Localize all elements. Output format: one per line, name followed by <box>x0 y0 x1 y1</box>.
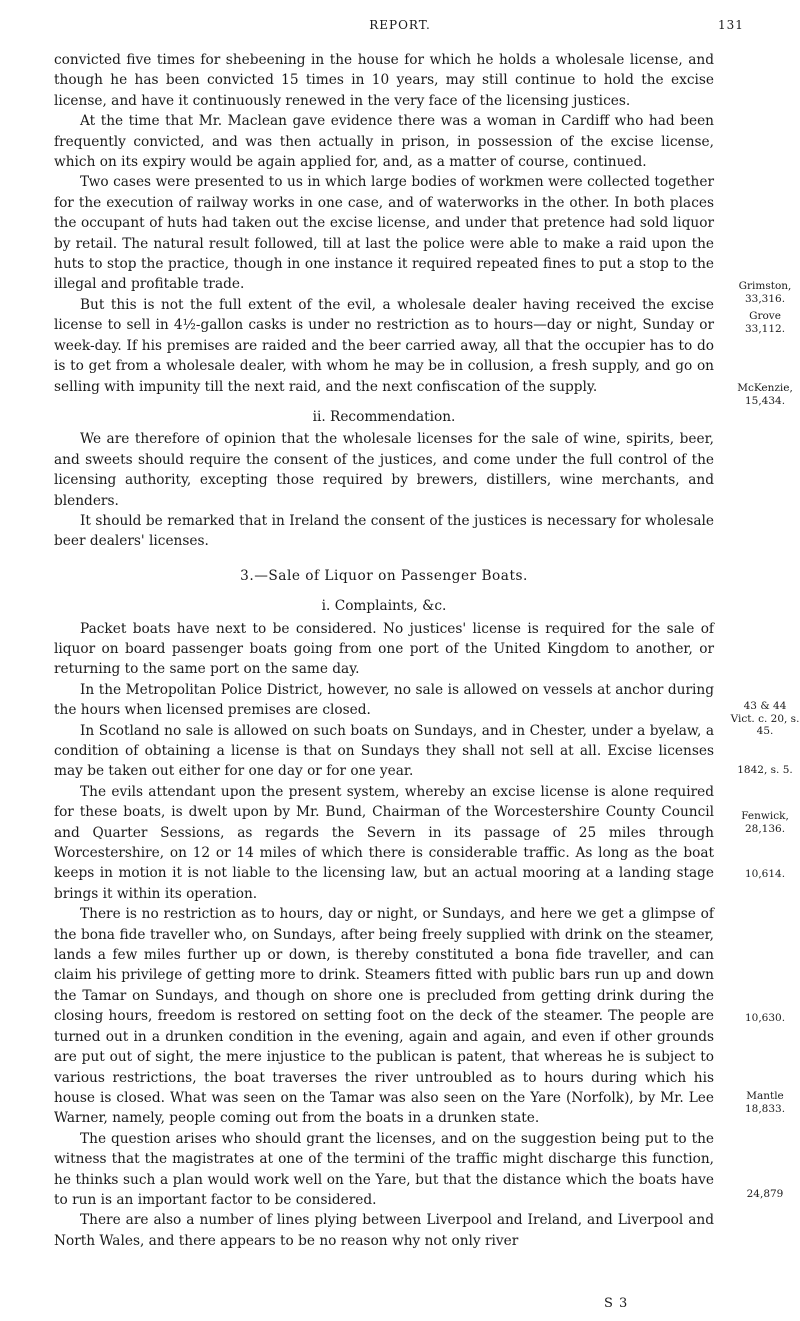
margin-note: 10,630. <box>744 1012 786 1024</box>
paragraph: Packet boats have next to be considered. No justices' license is required for the sale of liquor on board passenger boats going from one port of the United Kingdom to another, or returning to the same port on the same day. <box>54 620 714 678</box>
margin-note: 24,879 <box>746 1188 784 1200</box>
paragraph: We are therefore of opinion that the wholesale licenses for the sale of wine, spirits, beer, and sweets should require the consent of the justices, and come under the full control of the licensing authority, excepting those required by brewers, distillers, wine merchants, and blenders. <box>54 431 714 509</box>
paragraph: It should be remarked that in Ireland the consent of the justices is necessary for wholesale beer dealers' licenses. <box>54 512 714 550</box>
margin-note: McKenzie, 15,434. <box>737 382 793 407</box>
paragraph: There are also a number of lines plying between Liverpool and Ireland, and Liverpool and North Wales, and there appears to be no reason why not only river <box>54 1212 714 1249</box>
paragraph: In Scotland no sale is allowed on such boats on Sundays, and in Chester, under a byelaw, a condition of obtaining a license is that on Sundays they shall not sell at all. Excise licenses may be taken out either for one day or for one year. <box>54 722 714 780</box>
signature-mark: S 3 <box>604 1296 629 1311</box>
margin-note: Grove 33,112. <box>744 310 786 335</box>
section-heading-recommendation: ii. Recommendation. <box>312 408 456 425</box>
margin-note: Fenwick, 28,136. <box>741 810 789 835</box>
section-heading-complaints: i. Complaints, &c. <box>321 598 447 615</box>
paragraph: convicted five times for shebeening in the house for which he holds a wholesale license, and though he has been convicted 15 times in 10 years, may still continue to hold the excise license, and have it continuously renewed in the very face of the licensing justices. <box>54 52 714 109</box>
margin-note: 1842, s. 5. <box>737 764 793 776</box>
margin-note: Mantle 18,833. <box>744 1090 786 1115</box>
paragraph: In the Metropolitan Police District, however, no sale is allowed on vessels at anchor during the hours when licensed premises are closed. <box>54 681 714 719</box>
margin-note: 43 & 44 Vict. c. 20, s. 45. <box>730 700 800 737</box>
report-body <box>54 50 714 1251</box>
section-heading-passenger-boats: 3.—Sale of Liquor on Passenger Boats. <box>240 567 528 584</box>
running-title: REPORT. <box>369 18 431 32</box>
page-number: 131 <box>718 18 744 32</box>
margin-note: Grimston, 33,316. <box>738 280 792 305</box>
paragraph: But this is not the full extent of the evil, a wholesale dealer having received the excise license to sell in 4½-gallon casks is under no restriction as to hours—day or night, Sunday or week-day. If his premises are raided and the beer carried away, all that the occupier has to do is to get from a wholesale dealer, with whom he may be in collusion, a fresh supply, and go on selling with impunity till the next raid, and the next confiscation of the supply. <box>54 296 714 395</box>
paragraph: The evils attendant upon the present system, whereby an excise license is alone required for these boats, is dwelt upon by Mr. Bund, Chairman of the Worcestershire County Council and Quarter Sessions, as regards the Severn in its passage of 25 miles through Worcestershire, on 12 or 14 miles of which there is considerable traffic. As long as the boat keeps in motion it is not liable to the licensing law, but an actual mooring at a landing stage brings it within its operation. <box>54 783 714 902</box>
paragraph: At the time that Mr. Maclean gave evidence there was a woman in Cardiff who had been frequently convicted, and was then actually in prison, in possession of the excise license, which on its expiry would be again applied for, and, as a matter of course, continued. <box>54 113 714 171</box>
paragraph: There is no restriction as to hours, day or night, or Sundays, and here we get a glimpse of the bona fide traveller who, on Sundays, after being freely supplied with drink on the steamer, lands a few miles further up or down, is thereby constituted a bona fide traveller, and can claim his privilege of getting more to drink. Steamers fitted with public bars run up and down the Tamar on Sundays, and though on shore one is precluded from getting drink during the closing hours, freedom is restored on setting foot on the deck of the steamer. The people are turned out in a drunken condition in the evening, again and again, and even if other grounds are put out of sight, the mere injustice to the publican is patent, that whereas he is subject to various restrictions, the boat traverses the river untroubled as to hours during which his house is closed. What was seen on the Tamar was also seen on the Yare (Norfolk), by Mr. Lee Warner, namely, people coming out from the boats in a drunken state. <box>54 906 714 1127</box>
paragraph: The question arises who should grant the licenses, and on the suggestion being put to the witness that the magistrates at one of the termini of the traffic might discharge this function, he thinks such a plan would work well on the Yare, but that the distance which the boats have to run is an important factor to be considered. <box>54 1130 714 1208</box>
margin-note: 10,614. <box>744 868 786 880</box>
paragraph: Two cases were presented to us in which large bodies of workmen were collected together for the execution of railway works in one case, and of waterworks in the other. In both places the occupant of huts had taken out the excise license, and under that pretence had sold liquor by retail. The natural result followed, till at last the police were able to make a raid upon the huts to stop the practice, though in one instance it required repeated fines to put a stop to the illegal and profitable trade. <box>54 174 714 293</box>
